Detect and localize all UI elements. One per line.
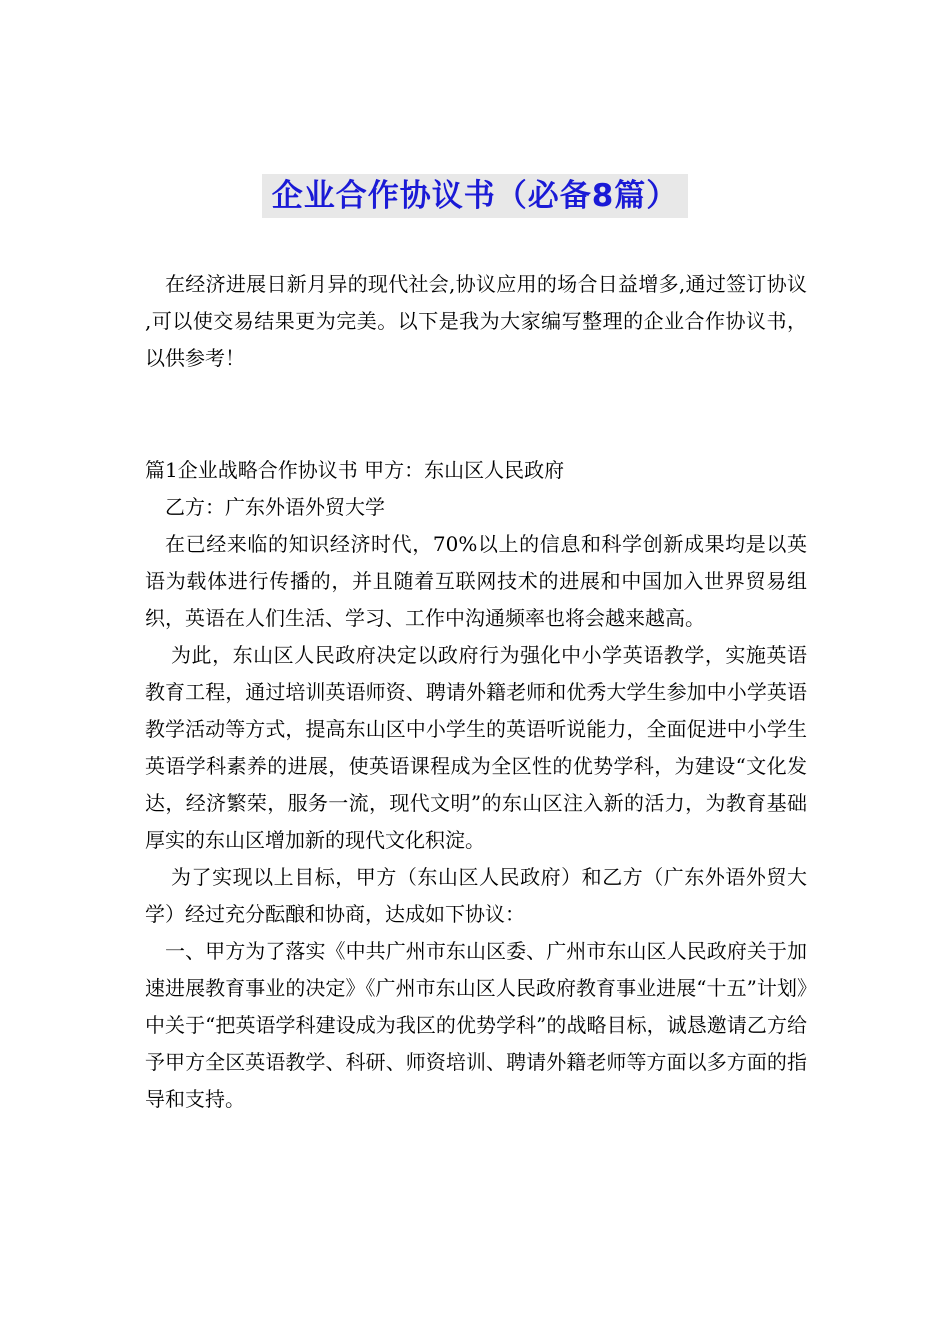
intro-paragraph: 在经济进展日新月异的现代社会,协议应用的场合日益增多,通过签订协议 ,可以使交易结果更为完美。以下是我为大家编写整理的企业合作协议书，以供参考！ [145,272,807,370]
body-section [145,452,807,1118]
party-b-line: 乙方：广东外语外贸大学 [165,495,385,519]
body-paragraph: 为此，东山区人民政府决定以政府行为强化中小学英语教学，实施英语教育工程，通过培训英语师资、聘请外籍老师和优秀大学生参加中小学英语教学活动等方式，提高东山区中小学生的英语听说能力，全面促进中小学生英语学科素养的进展，使英语课程成为全区性的优势学科，为建设“文化发达，经济繁荣，服务一流，现代文明”的东山区注入新的活力，为教育基础厚实的东山区增加新的现代文化积淀。 [145,643,807,852]
body-paragraph: 为了实现以上目标，甲方（东山区人民政府）和乙方（广东外语外贸大学）经过充分酝酿和协商，达成如下协议： [145,865,807,926]
intro-section [145,266,807,377]
body-paragraph: 一、甲方为了落实《中共广州市东山区委、广州市东山区人民政府关于加速进展教育事业的决定》《广州市东山区人民政府教育事业进展“十五”计划》中关于“把英语学科建设成为我区的优势学科”的战略目标，诚恳邀请乙方给予甲方全区英语教学、科研、师资培训、聘请外籍老师等方面以多方面的指导和支持。 [145,939,807,1111]
title-container [0,174,950,218]
body-paragraph: 在已经来临的知识经济时代，70%以上的信息和科学创新成果均是以英语为载体进行传播的，并且随着互联网技术的进展和中国加入世界贸易组织，英语在人们生活、学习、工作中沟通频率也将会越来越高。 [145,532,807,630]
section-heading: 篇1企业战略合作协议书 甲方：东山区人民政府 [145,458,565,482]
document-title: 企业合作协议书（必备8篇） [262,174,689,218]
